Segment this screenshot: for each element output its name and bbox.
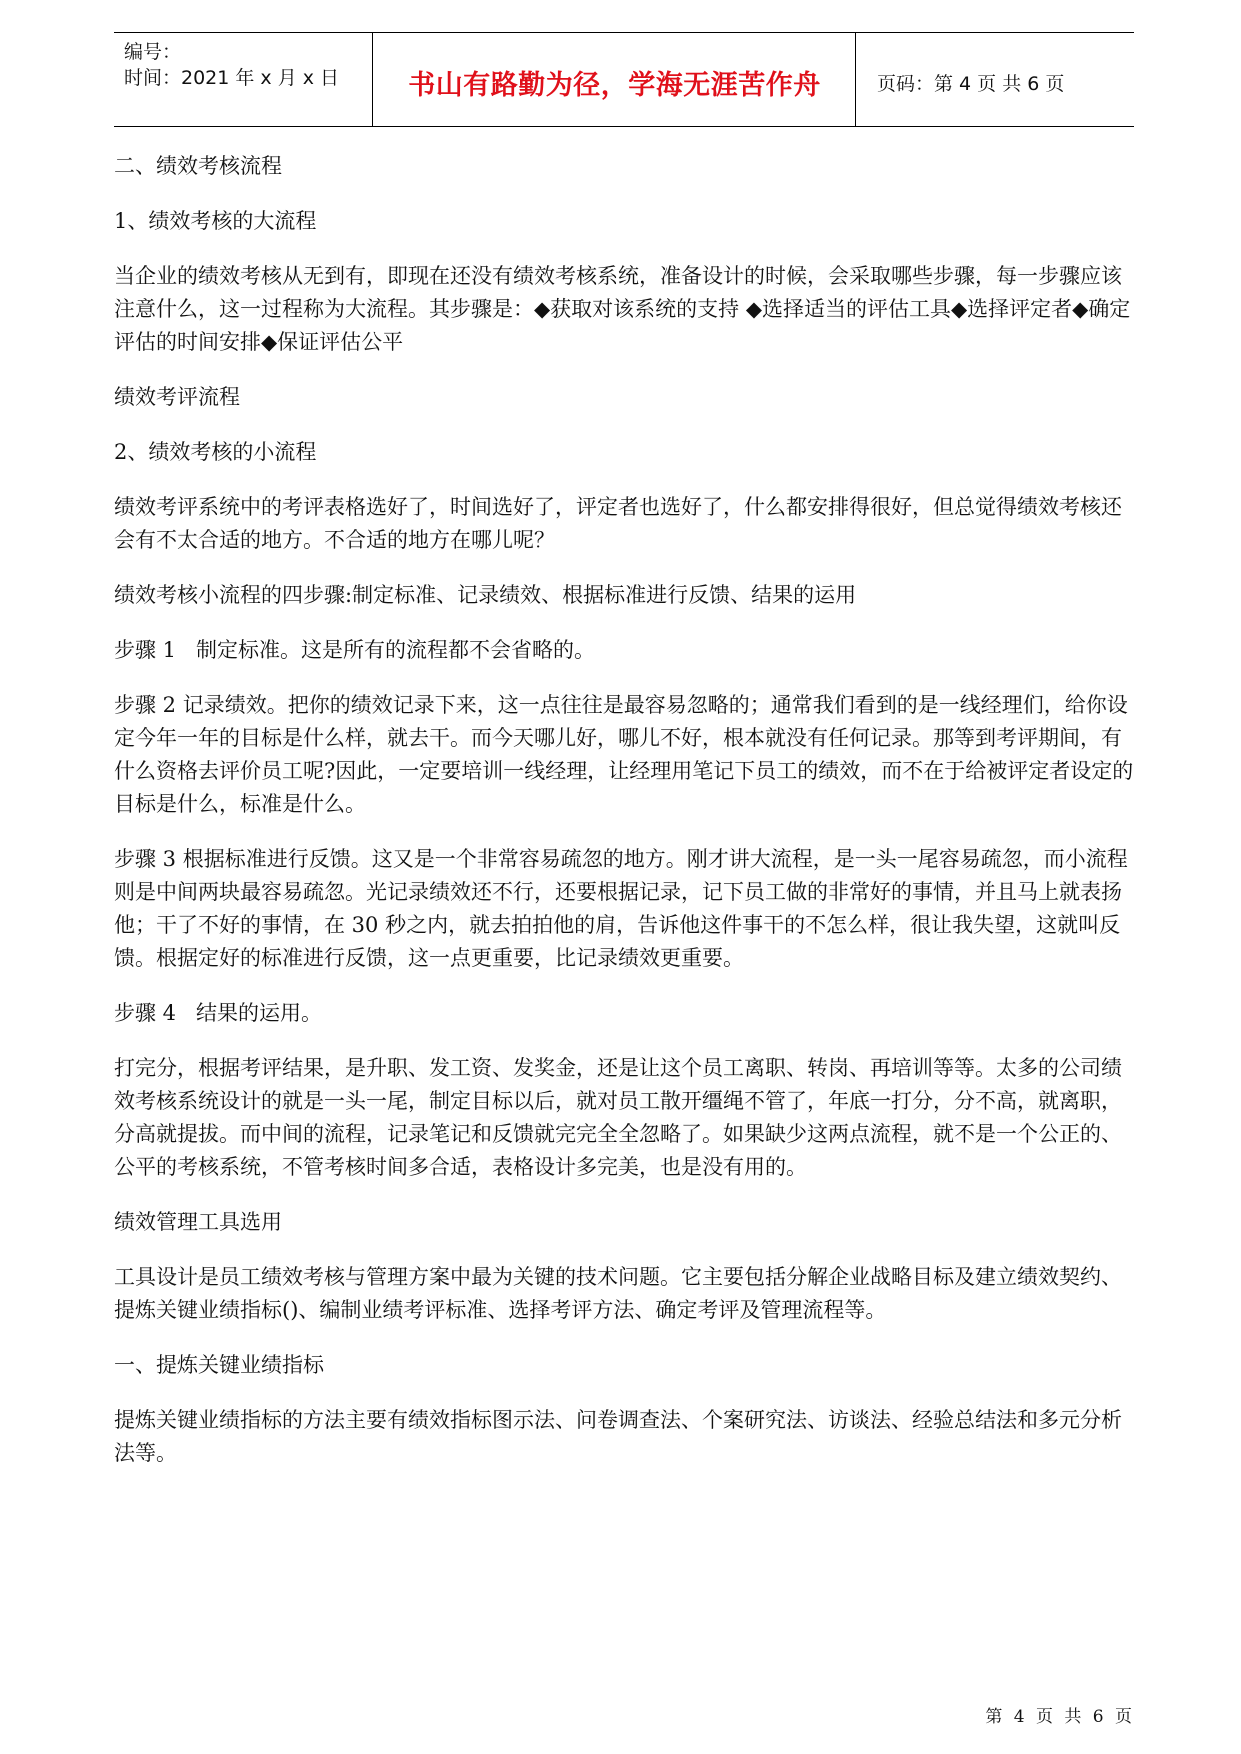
- step-2: 步骤 2 记录绩效。把你的绩效记录下来，这一点往往是最容易忽略的；通常我们看到的是一线经理们，给你设定今年一年的目标是什么样，就去干。而今天哪儿好，哪儿不好，根本就没有任何记录。那等到考评期间，有什么资格去评价员工呢?因此，一定要培训一线经理，让经理用笔记下员工的绩效，而不在于给被评定者设定的目标是什么，标准是什么。: [114, 693, 1134, 816]
- heading-kpi: 一、提炼关键业绩指标: [114, 1353, 324, 1377]
- paragraph-four-steps: 绩效考核小流程的四步骤:制定标准、记录绩效、根据标准进行反馈、结果的运用: [114, 583, 857, 607]
- heading-evaluation-process: 绩效考评流程: [114, 385, 240, 409]
- subheading-minor-process: 2、绩效考核的小流程: [114, 440, 317, 464]
- paragraph-minor-process: 绩效考评系统中的考评表格选好了，时间选好了，评定者也选好了，什么都安排得很好，但总觉得绩效考核还会有不太合适的地方。不合适的地方在哪儿呢？: [114, 495, 1122, 552]
- page-footer: 第 4 页 共 6 页: [985, 1707, 1135, 1727]
- header-page-number: 页码：第 4 页 共 6 页: [877, 73, 1065, 95]
- document-number-label: 编号：: [124, 41, 182, 63]
- step-4: 步骤 4 结果的运用。: [114, 1001, 323, 1025]
- step-1: 步骤 1 制定标准。这是所有的流程都不会省略的。: [114, 638, 596, 662]
- document-body: [114, 150, 1136, 1470]
- step-3: 步骤 3 根据标准进行反馈。这又是一个非常容易疏忽的地方。刚才讲大流程，是一头一尾容易疏忽，而小流程则是中间两块最容易疏忽。光记录绩效还不行，还要根据记录，记下员工做的非常好的事情，并且马上就表扬他；干了不好的事情，在 30 秒之内，就去拍拍他的肩，告诉他这件事干的不怎么样，很让我失望，这就叫反馈。根据定好的标准进行反馈，这一点更重要，比记录绩效更重要。: [114, 847, 1128, 970]
- section-heading-process: 二、绩效考核流程: [114, 154, 282, 178]
- subheading-major-process: 1、绩效考核的大流程: [114, 209, 317, 233]
- header-info-cell: [114, 33, 373, 126]
- paragraph-kpi: 提炼关键业绩指标的方法主要有绩效指标图示法、问卷调查法、个案研究法、访谈法、经验总结法和多元分析法等。: [114, 1408, 1122, 1465]
- header-motto-cell: [374, 33, 856, 126]
- page-header: [114, 32, 1134, 127]
- document-time-label: 时间：2021 年 x 月 x 日: [124, 67, 340, 89]
- paragraph-tools: 工具设计是员工绩效考核与管理方案中最为关键的技术问题。它主要包括分解企业战略目标及建立绩效契约、提炼关键业绩指标()、编制业绩考评标准、选择考评方法、确定考评及管理流程等。: [114, 1265, 1122, 1322]
- motto-text: 书山有路勤为径，学海无涯苦作舟: [408, 70, 821, 101]
- header-page-cell: [857, 33, 1134, 126]
- paragraph-major-process: 当企业的绩效考核从无到有，即现在还没有绩效考核系统，准备设计的时候，会采取哪些步骤，每一步骤应该注意什么，这一过程称为大流程。其步骤是：◆获取对该系统的支持 ◆选择适当的评估工具◆选择评定者◆确定评估的时间安排◆保证评估公平: [114, 264, 1131, 354]
- paragraph-result-usage: 打完分，根据考评结果，是升职、发工资、发奖金，还是让这个员工离职、转岗、再培训等等。太多的公司绩效考核系统设计的就是一头一尾，制定目标以后，就对员工散开缰绳不管了，年底一打分，分不高，就离职，分高就提拔。而中间的流程，记录笔记和反馈就完完全全忽略了。如果缺少这两点流程，就不是一个公正的、公平的考核系统，不管考核时间多合适，表格设计多完美，也是没有用的。: [114, 1056, 1122, 1179]
- heading-tools: 绩效管理工具选用: [114, 1210, 282, 1234]
